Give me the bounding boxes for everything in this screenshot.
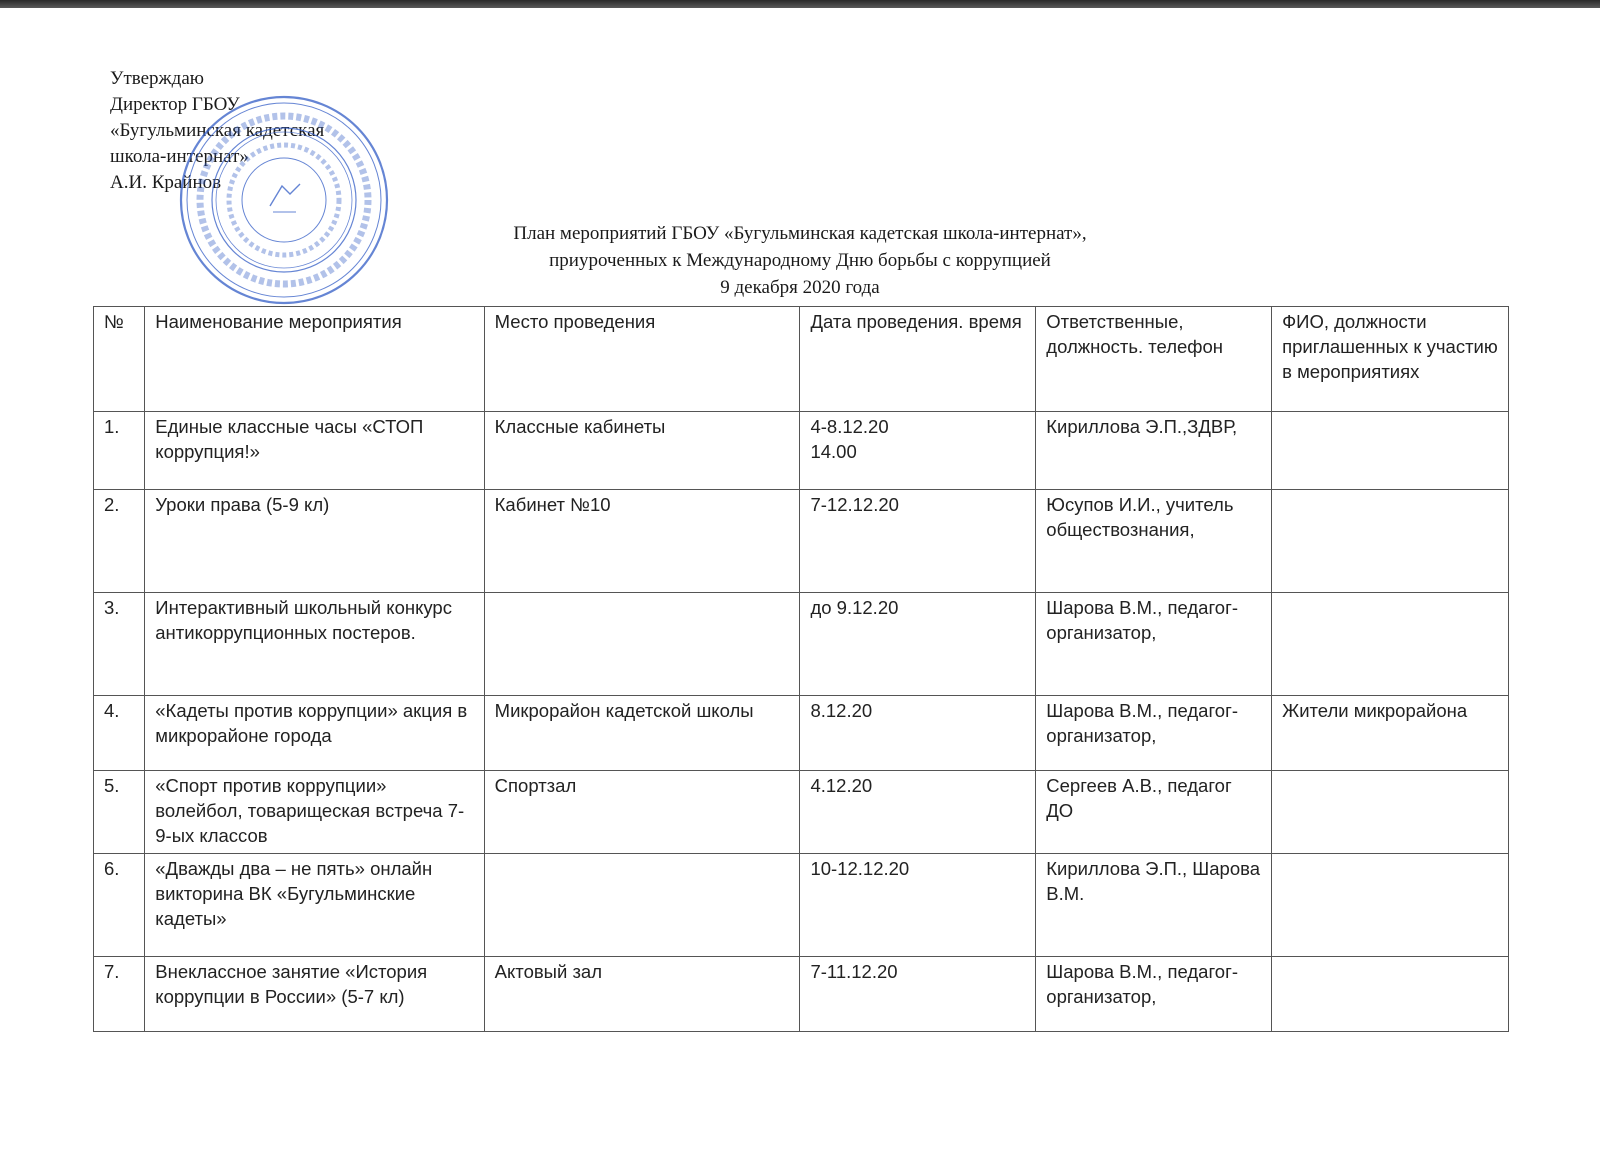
cell-invited [1272,957,1509,1032]
cell-time: 14.00 [810,441,857,462]
cell-date: до 9.12.20 [800,593,1036,696]
cell-invited: Жители микрорайона [1272,696,1509,771]
cell-event-name: «Спорт против коррупции» волейбол, товарищеская встреча 7-9-ых классов [145,771,484,854]
cell-number: 6. [94,854,145,957]
cell-number: 3. [94,593,145,696]
table-row [94,412,1509,490]
document-title [440,220,1160,301]
cell-responsible: Шарова В.М., педагог-организатор, [1036,593,1272,696]
cell-event-name: Внеклассное занятие «История коррупции в России» (5-7 кл) [145,957,484,1032]
cell-invited [1272,593,1509,696]
table-header-row [94,307,1509,412]
header-invited: ФИО, должности приглашенных к участию в мероприятиях [1272,307,1509,412]
cell-date: 4.12.20 [800,771,1036,854]
table-row [94,490,1509,593]
cell-event-name: Интерактивный школьный конкурс антикоррупционных постеров. [145,593,484,696]
cell-responsible: Шарова В.М., педагог-организатор, [1036,696,1272,771]
cell-number: 5. [94,771,145,854]
approval-line: Утверждаю [110,68,204,89]
cell-date: 8.12.20 [800,696,1036,771]
approval-school: «Бугульминская кадетская [110,120,325,141]
title-line-3: 9 декабря 2020 года [720,277,880,298]
cell-invited [1272,854,1509,957]
cell-event-name: Единые классные часы «СТОП коррупция!» [145,412,484,490]
table-row [94,696,1509,771]
scan-edge [0,0,1600,8]
cell-date: 7-12.12.20 [800,490,1036,593]
official-seal-stamp [178,94,390,306]
approval-director: Директор ГБОУ [110,94,240,115]
title-line-2: приуроченных к Международному Дню борьбы с коррупцией [549,250,1051,271]
cell-place: Классные кабинеты [484,412,800,490]
table-row [94,957,1509,1032]
cell-invited [1272,490,1509,593]
header-date-time: Дата проведения. время [800,307,1036,412]
table-row [94,771,1509,854]
table-row [94,854,1509,957]
cell-place [484,854,800,957]
approval-signatory: А.И. Крайнов [110,172,222,193]
table-row [94,593,1509,696]
cell-number: 4. [94,696,145,771]
approval-school-type: школа-интернат» [110,146,249,167]
header-number: № [94,307,145,412]
cell-place [484,593,800,696]
cell-number: 2. [94,490,145,593]
cell-place: Спортзал [484,771,800,854]
cell-responsible: Кириллова Э.П., Шарова В.М. [1036,854,1272,957]
cell-date-time [800,412,1036,490]
header-responsible: Ответственные, должность. телефон [1036,307,1272,412]
cell-responsible: Сергеев А.В., педагог ДО [1036,771,1272,854]
cell-number: 7. [94,957,145,1032]
cell-responsible: Кириллова Э.П.,ЗДВР, [1036,412,1272,490]
cell-place: Актовый зал [484,957,800,1032]
cell-responsible: Юсупов И.И., учитель обществознания, [1036,490,1272,593]
header-event-name: Наименование мероприятия [145,307,484,412]
header-place: Место проведения [484,307,800,412]
cell-invited [1272,771,1509,854]
cell-place: Микрорайон кадетской школы [484,696,800,771]
cell-event-name: «Дважды два – не пять» онлайн викторина ВК «Бугульминские кадеты» [145,854,484,957]
cell-date: 4-8.12.20 [810,416,889,437]
cell-place: Кабинет №10 [484,490,800,593]
title-line-1: План мероприятий ГБОУ «Бугульминская кадетская школа-интернат», [513,223,1087,244]
cell-responsible: Шарова В.М., педагог-организатор, [1036,957,1272,1032]
events-table [93,306,1509,1032]
cell-event-name: «Кадеты против коррупции» акция в микрорайоне города [145,696,484,771]
cell-date: 7-11.12.20 [800,957,1036,1032]
cell-number: 1. [94,412,145,490]
cell-date: 10-12.12.20 [800,854,1036,957]
cell-invited [1272,412,1509,490]
cell-event-name: Уроки права (5-9 кл) [145,490,484,593]
